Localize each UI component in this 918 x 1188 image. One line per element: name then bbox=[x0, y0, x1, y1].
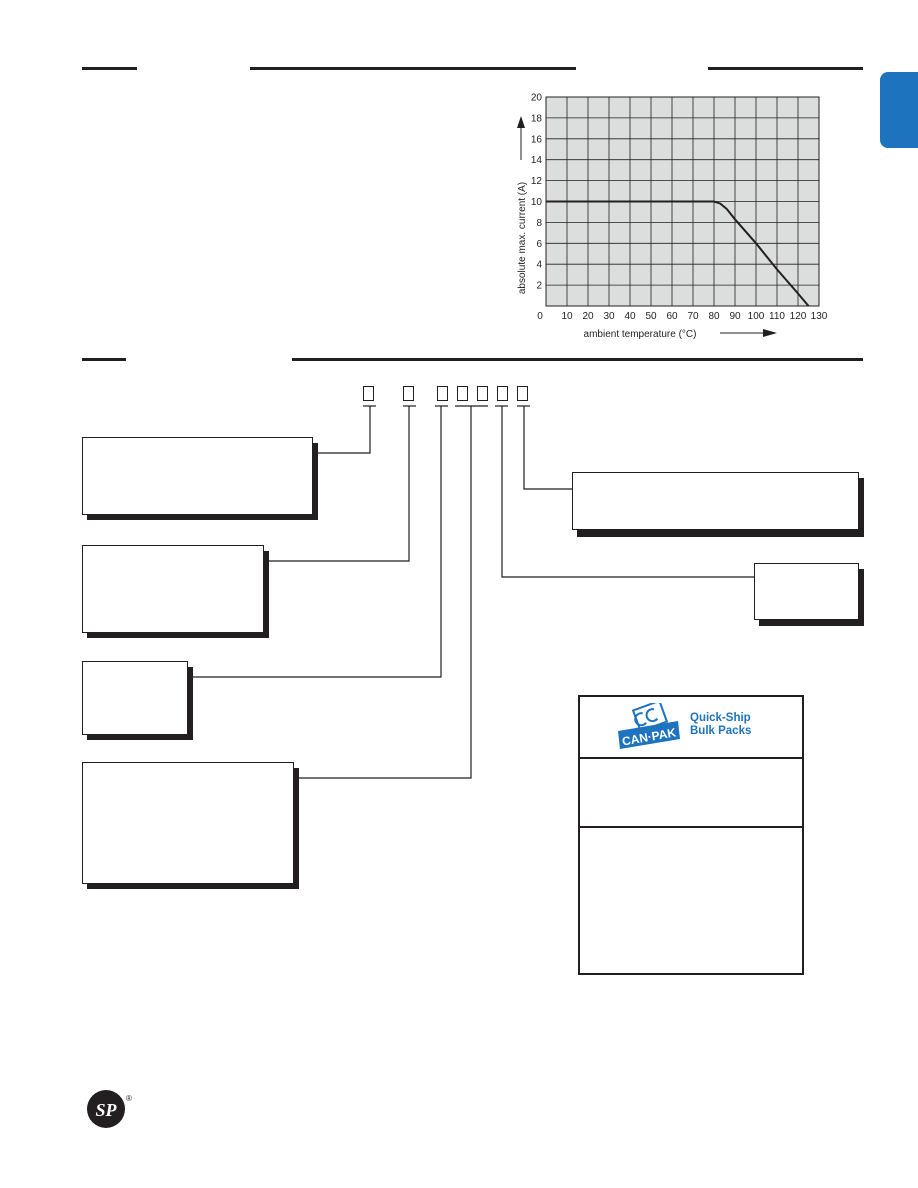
logo-brand: CAN·PAK bbox=[620, 725, 678, 749]
chart-y-tick-label: 4 bbox=[536, 259, 542, 271]
certification-registered: ® bbox=[126, 1094, 132, 1103]
chart-x-tick-label: 30 bbox=[603, 311, 615, 322]
chart-x-axis-title: ambient temperature (°C) bbox=[583, 329, 697, 340]
desc-box-4 bbox=[82, 762, 294, 884]
chart-x-tick-label: 90 bbox=[729, 311, 741, 322]
desc-box-3 bbox=[82, 661, 188, 735]
logo-tagline-2: Bulk Packs bbox=[690, 725, 752, 737]
chart-x-tick-label: 0 bbox=[537, 311, 543, 322]
can-pak-logo-icon bbox=[614, 703, 684, 753]
chart-y-tick-label: 8 bbox=[536, 217, 542, 229]
chart-x-tick-label: 10 bbox=[561, 311, 573, 322]
chart-x-tick-label: 80 bbox=[708, 311, 720, 322]
quick-ship-logo bbox=[580, 697, 802, 759]
logo-tagline-1: Quick-Ship bbox=[690, 712, 751, 724]
chart-y-axis-title: absolute max. current (A) bbox=[517, 181, 528, 295]
chart-x-tick-label: 20 bbox=[582, 311, 594, 322]
chart-x-tick-label: 100 bbox=[747, 311, 765, 322]
chart-y-tick-label: 16 bbox=[530, 134, 542, 146]
chart-x-tick-label: 50 bbox=[645, 311, 657, 322]
chart-x-tick-label: 110 bbox=[769, 311, 785, 322]
quick-ship-divider-1 bbox=[580, 757, 802, 759]
quick-ship-panel bbox=[578, 695, 804, 975]
desc-box-5 bbox=[572, 472, 859, 530]
chart-x-tick-label: 120 bbox=[789, 311, 807, 322]
chart-x-tick-label: 70 bbox=[687, 311, 699, 322]
desc-box-2 bbox=[82, 545, 264, 633]
desc-box-6 bbox=[754, 563, 859, 620]
chart-x-tick-label: 60 bbox=[666, 311, 678, 322]
certification-mark-icon bbox=[86, 1087, 136, 1131]
chart-y-tick-label: 10 bbox=[530, 197, 542, 208]
chart-x-tick-label: 40 bbox=[624, 311, 636, 322]
chart-y-tick-label: 18 bbox=[530, 113, 542, 125]
certification-mark-letters: SP bbox=[95, 1100, 117, 1120]
chart-y-tick-label: 14 bbox=[530, 155, 542, 167]
desc-box-1 bbox=[82, 437, 313, 515]
chart-x-tick-label: 130 bbox=[810, 311, 828, 322]
chart-y-tick-label: 12 bbox=[530, 176, 542, 188]
chart-y-tick-label: 20 bbox=[530, 92, 542, 104]
quick-ship-divider-2 bbox=[580, 826, 802, 828]
chart-y-tick-label: 2 bbox=[536, 280, 542, 292]
chart-y-tick-label: 6 bbox=[536, 238, 542, 250]
